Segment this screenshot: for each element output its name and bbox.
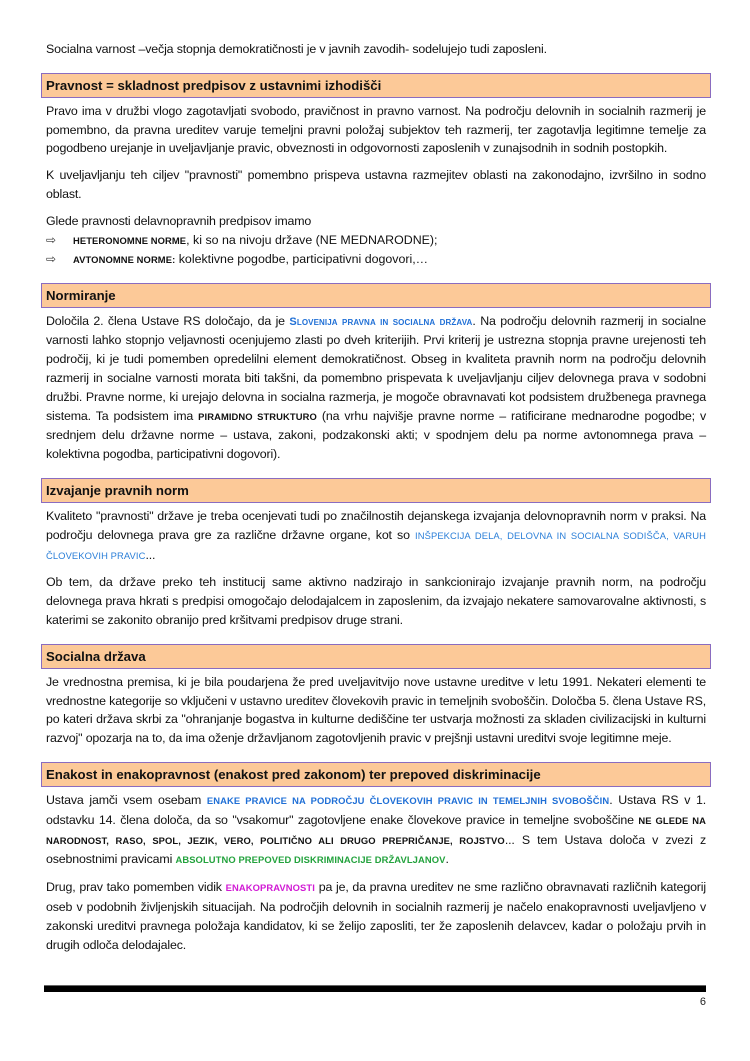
highlight-slovenija: Slovenija pravna in socialna država [289,315,473,328]
document-page [46,40,706,954]
highlight-prepoved: ABSOLUTNO PREPOVED DISKRIMINACIJE DRŽAVLJANOV [175,854,446,866]
text: Kvaliteto "pravnosti" države je treba ocenjevati tudi po značilnostih dejanskega izvajanja delovnopravnih norm v praksi. Na področju delovnega prava gre za različne državne organe, kot so [46,508,706,542]
text: ... S tem Ustava določa v zvezi z osebnostnimi pravicami [46,832,707,867]
highlight-enake-pravice: ENAKE PRAVICE NA PODROČJU ČLOVEKOVIH PRAVIC IN TEMELJNIH SVOBOŠČIN [206,794,610,806]
paragraph: Pravo ima v družbi vlogo zagotavljati svobodo, pravičnost in pravno varnost. Na področju delovnih in socialnih razmerij je pomembno, da pravna ureditev varuje temeljni pravni položaj subjektov teh razmerij, ter zagotavlja legitimne temelje za pogodbeno urejanje in uveljavljanje pravic, obveznosti in odgovornosti zaposlenih v zunajsodnih in sodnih postopkih. [46,103,706,156]
paragraph: Ob tem, da države preko teh institucij same aktivno nadzirajo in sankcionirajo izvajanje pravnih norm, na področju delovnega prava hkrati s predpisi omogočajo delodajalcem in zaposlenim, da izvajajo nekatere samovarovalne aktivnosti, s katerimi se zakonito obranijo pred kršitvami predpisov druge strani. [46,575,706,627]
section-heading: Izvajanje pravnih norm [41,478,711,503]
arrow-right-icon: ⇨ [46,251,57,266]
paragraph [46,791,706,870]
list-text: , ki so na nivoju države (NE MEDNARODNE); [186,232,438,247]
separator: , [499,529,508,541]
term: HETERONOMNE NORME [73,234,187,246]
list-item [46,250,706,269]
text: . Na področju delovnih razmerij in socialne varnosti lahko stopnjo veljavnosti ocenjujemo zlasti po dveh kriterijih. Prvi kriterij je ustrezna stopnja pravne urejenosti teh področij, ki je tudi pomemben opredelilni element demokratičnost. Obseg in kvaliteta pravnih norm na področju delovnih razmerij in socialne varnosti morata biti takšni, da pomembno prispevata k uveljavljanju ciljev delovnega prava v sodobni družbi. Pravne norme, ki urejajo delovna in socialna razmerja, je mogoče obravnavati kot podsistem družbenega pravnega sistema. Ta podsistem ima [46,313,706,423]
section-normiranje [46,283,706,464]
intro-paragraph: Socialna varnost –večja stopnja demokratičnosti je v javnih zavodih- sodelujejo tudi zaposleni. [46,42,547,56]
paragraph: K uveljavljanju teh ciljev "pravnosti" pomembno prispeva ustavna razmejitev oblasti na zakonodajno, izvršilno in sodno oblast. [46,168,706,201]
section-socialna-drzava [46,644,706,748]
text: . Ustava RS v 1. odstavku 14. člena določa, da so "vsakomur" zagotovljene enake človekove pravice in temeljne svoboščine [46,792,707,827]
arrow-right-icon: ⇨ [46,232,57,247]
highlight-inspekcija: INŠPEKCIJA DELA [415,529,500,541]
page-number: 6 [699,996,706,1008]
text: ... [145,547,156,562]
section-heading: Socialna država [41,644,711,669]
term: AVTONOMNE NORME: [73,253,176,265]
text: Drug, prav tako pomemben vidik [46,880,226,895]
section-izvajanje [46,478,706,630]
norms-list [46,231,706,269]
text: Določila 2. člena Ustave RS določajo, da je [46,313,290,328]
section-heading: Pravnost = skladnost predpisov z ustavnimi izhodišči [41,73,711,98]
text: pa je, da pravna ureditev ne sme različno obravnavati različnih kategorij oseb v podobnih življenjskih situacijah. Na področjih delovnih in socialnih razmerij je načelo enakopravnosti uveljavljeno v zakonski ureditvi pravnega položaja kandidatov, ki se želijo zaposliti, ter že zaposlenih delavcev, kadar o položaju prvih in drugih odloča delodajalec. [46,880,706,952]
text: Ustava jamči vsem osebam [46,792,207,807]
text: . [445,852,449,867]
text: (na vrhu najvišje pravne norme – ratificirane mednarodne pogodbe; v srednjem delu državne norme – ustava, zakoni, podzakonski akti; v spodnjem delu pa norme avtonomnega prava – kolektivna pogodba, participativni dogovori). [46,408,706,462]
paragraph: Je vrednostna premisa, ki je bila poudarjena že pred uveljavitvijo nove ustavne ureditve v letu 1991. Nekateri elementi te vrednostne kategorije so vključeni v ustavno ureditev človekovih pravic in temeljnih svoboščin. Določba 5. člena Ustave RS, po kateri država skrbi za "ohranjanje bogastva in kulturne dediščine ter ustvarja možnosti za skladen civilizacijski in kulturni razvoj" opozarja na to, da ima oženje državljanom zagotovljenih pravic v prejšnji ustavni ureditvi svoje legitimne meje. [46,674,706,746]
list-intro: Glede pravnosti delavnopravnih predpisov imamo [46,213,312,228]
section-enakost [46,762,706,954]
section-heading: Enakost in enakopravnost (enakost pred zakonom) ter prepoved diskriminacije [41,762,711,787]
highlight-ne-glede: NE GLEDE NA NARODNOST, RASO, SPOL, JEZIK, VERO, POLITIČNO ALI DRUGO PREPRIČANJE, ROJSTVO [46,814,706,846]
list-item [46,231,706,250]
highlight-piramidno: PIRAMIDNO STRUKTURO [198,410,317,422]
section-heading: Normiranje [41,283,711,308]
footer-divider [44,985,706,992]
highlight-enakopravnosti: ENAKOPRAVNOSTI [225,882,315,894]
paragraph [46,878,706,954]
section-pravnost [46,73,706,269]
paragraph [46,507,706,565]
paragraph [46,312,706,464]
highlight-sodisca: DELOVNA IN SOCIALNA SODIŠČA, VARUH ČLOVEKOVIH PRAVIC [46,529,707,561]
list-text: kolektivne pogodbe, participativni dogovori,… [175,251,429,266]
